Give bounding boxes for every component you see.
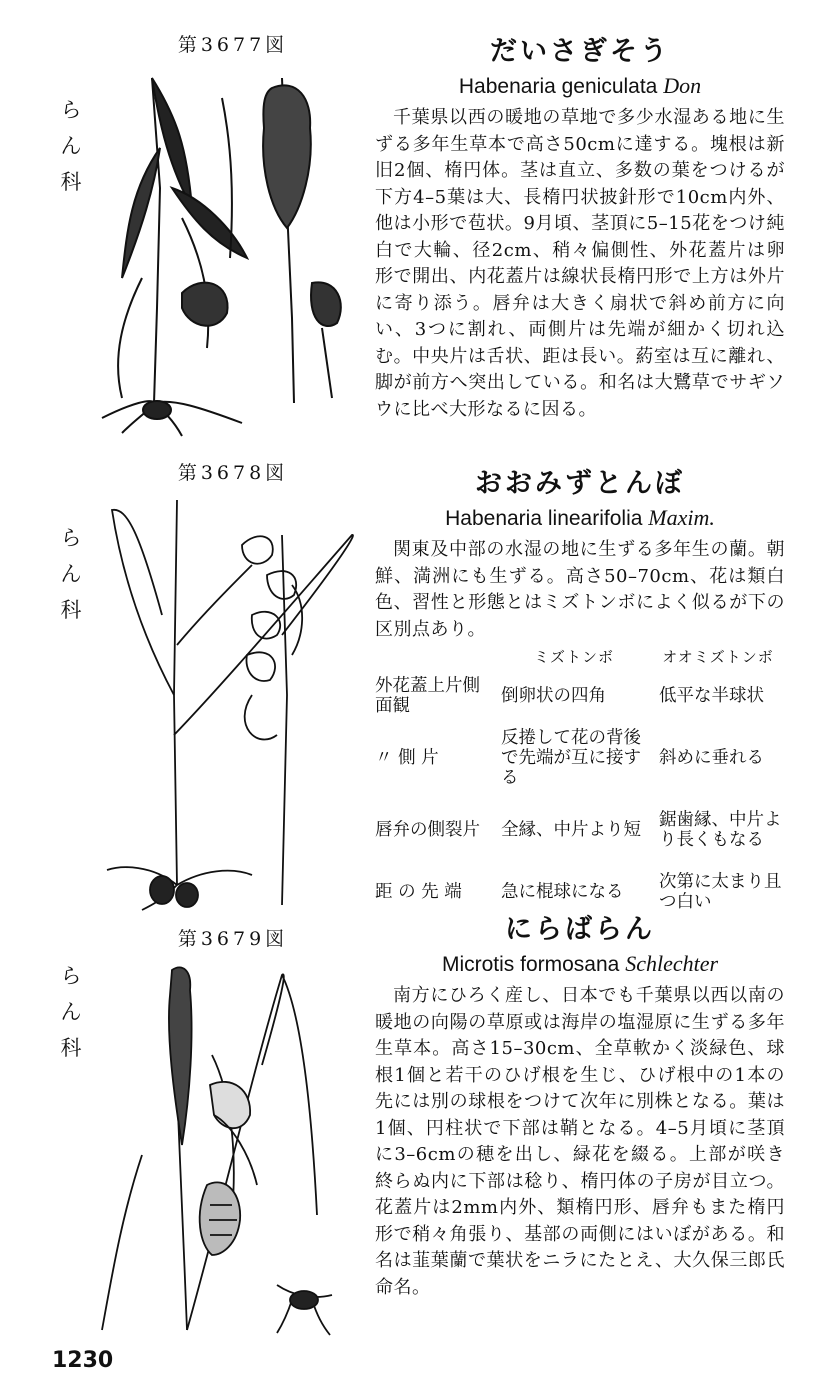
author-name: Don [663,73,702,98]
family-char: ん [60,134,82,158]
family-char: ら [60,526,82,550]
feature-cell: 距 の 先 端 [375,882,462,902]
figure-label-3677: 第3677図 [177,34,289,56]
value-cell: 低平な半球状 [659,686,764,706]
entry-daisagisou [375,34,785,423]
family-label-1 [58,92,84,200]
family-char: 科 [60,170,82,194]
value-cell: 倒卵状の四角 [501,686,606,706]
comparison-table [375,644,785,918]
family-char: ん [60,562,82,586]
column-header-oomizutonbo: オオミズトンボ [662,648,774,666]
illustration-daisagisou [82,58,372,443]
feature-cell: 外花蓋上片側面観 [375,676,480,716]
illustration-nirabaran [82,955,372,1340]
latin-binomial: Microtis formosana [441,953,620,976]
description: 関東及中部の水湿の地に生ずる多年生の蘭。朝鮮、満洲にも生ずる。高さ50–70cm、花は類白色、習性と形態とはミズトンボによく似るが下の区別点あり。 [375,539,785,640]
table-row [375,722,785,794]
japanese-name: にらばらん [505,914,655,945]
feature-cell: 唇弁の側裂片 [375,820,480,840]
latin-binomial: Habenaria linearifolia [445,507,643,530]
author-name: Schlechter [625,951,719,976]
feature-cell: 〃 側 片 [375,748,439,768]
scientific-name [375,950,785,979]
value-cell: 斜めに垂れる [659,748,764,768]
comparison-header [375,644,785,670]
family-char: ん [60,1000,82,1024]
family-label-3 [58,958,84,1066]
latin-binomial: Habenaria geniculata [458,75,658,98]
family-char: 科 [60,598,82,622]
scientific-name [375,504,785,533]
entry-nirabaran [375,912,785,1301]
entry-oomizutonbo [375,466,785,643]
japanese-name: だいさぎそう [490,36,670,67]
family-char: 科 [60,1036,82,1060]
illustration-oomizutonbo [82,495,372,915]
family-char: ら [60,98,82,122]
table-row [375,670,785,722]
value-cell: 次第に太まり且つ白い [659,872,782,912]
value-cell: 急に棍球になる [501,882,624,902]
page-number: 1230 [52,1348,114,1373]
value-cell: 反捲して花の背後で先端が互に接する [501,728,641,788]
description: 千葉県以西の暖地の草地で多少水湿ある地に生ずる多年生草本で高さ50cmに達する。塊根は新旧2個、楕円体。茎は直立、多数の葉をつけるが下方4–5葉は大、長楕円状披針形で10cm内外、他は小形で苞状。9月頃、茎頂に5–15花をつけ純白で大輪、径2cm、稍々偏側性、外花蓋片は卵形で開出、内花蓋片は線状長楕円形で上方は外片に寄り添う。唇弁は大きく扇状で斜め前方に向い、3つに割れ、両側片は先端が細かく切れ込む。中央片は舌状、距は長い。葯室は互に離れ、脚が前方へ突出している。和名は大鷺草でサギソウに比べ大形なるに因る。 [375,107,785,420]
value-cell: 全縁、中片より短 [501,820,641,840]
family-label-2 [58,520,84,628]
description: 南方にひろく産し、日本でも千葉県以西以南の暖地の向陽の草原或は海岸の塩湿原に生ずる多年生草本。高さ15–30cm、全草軟かく淡緑色、球根1個と若干のひげ根を生じ、ひげ根中の1本の先には別の球根をつけて次年に別株となる。葉は1個、円柱状で下部は鞘となる。4–5月頃に茎頂に3–6cmの穂を出し、緑花を綴る。上部が咲き終らぬ内に下部は稔り、楕円体の子房が目立つ。花蓋片は2mm内外、類楕円形、唇弁もまた楕円形で稍々角張り、基部の両側にはいぼがある。和名は韮葉蘭で葉状をニラにたとえ、大久保三郎氏命名。 [375,985,785,1298]
figure-label-3678: 第3678図 [177,462,289,484]
japanese-name: おおみずとんぼ [475,468,685,499]
scientific-name [375,72,785,101]
author-name: Maxim. [648,505,715,530]
figure-label-3679: 第3679図 [177,928,289,950]
table-row [375,866,785,918]
value-cell: 鋸歯縁、中片より長くもなる [659,810,782,850]
column-header-mizutonbo: ミズトンボ [533,648,614,666]
family-char: ら [60,964,82,988]
table-row [375,794,785,866]
